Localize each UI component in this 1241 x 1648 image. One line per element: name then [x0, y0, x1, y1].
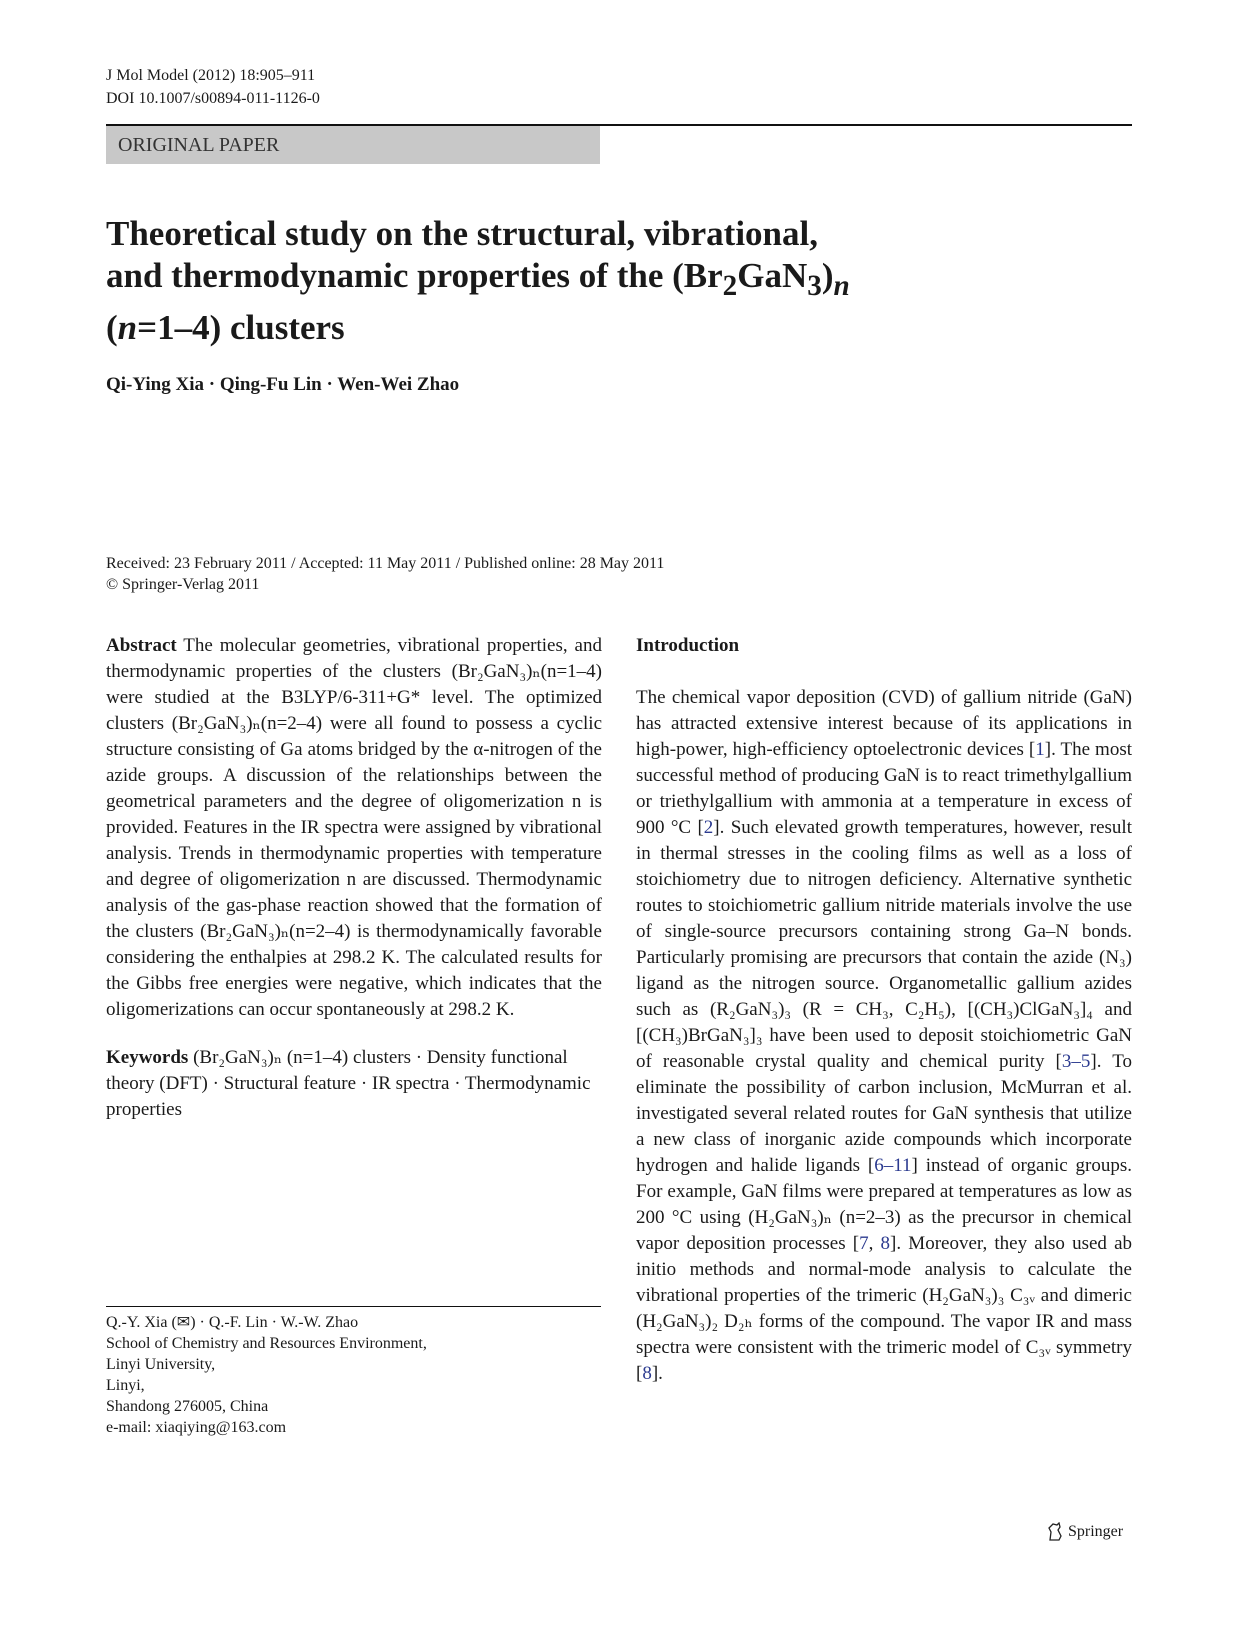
publisher-name: Springer [1068, 1523, 1124, 1540]
publication-dates [106, 553, 664, 595]
introduction-heading: Introduction [636, 635, 740, 656]
journal-info [106, 64, 320, 110]
affiliation-school: School of Chemistry and Resources Environment, [106, 1335, 427, 1352]
affiliation-region: Shandong 276005, China [106, 1398, 269, 1415]
springer-horse-icon [1046, 1522, 1064, 1542]
keywords [106, 1045, 602, 1123]
copyright-line: © Springer-Verlag 2011 [106, 576, 260, 593]
affiliation-rule [106, 1306, 601, 1307]
intro-text: The chemical vapor deposition (CVD) of gallium nitride (GaN) has attracted extensive interest because of its applications in high-power, high-efficiency optoelectronic devices [ [636, 687, 1132, 760]
citation-link[interactable]: 3–5 [1061, 1051, 1091, 1072]
citation-link[interactable]: 1 [1035, 739, 1045, 760]
publisher-mark [1046, 1522, 1123, 1542]
intro-text: ] instead of organic groups. For example, GaN films were prepared at temperatures as low as 200 °C using (H₂GaN₃)ₙ (n=2–3) as the precursor in chemical vapor deposition processes [ [636, 1155, 1132, 1254]
affiliation-city: Linyi, [106, 1377, 145, 1394]
intro-text: , [868, 1233, 881, 1254]
citation-link[interactable]: 8 [642, 1363, 652, 1384]
abstract-label: Abstract [106, 635, 177, 656]
citation-link[interactable]: 8 [880, 1233, 891, 1254]
affiliation-email[interactable]: e-mail: xiaqiying@163.com [106, 1419, 287, 1436]
right-column [636, 633, 1132, 1387]
citation-link[interactable]: 6–11 [874, 1155, 912, 1176]
abstract [106, 633, 602, 1023]
dates-line: Received: 23 February 2011 / Accepted: 11 May 2011 / Published online: 28 May 2011 [106, 555, 665, 572]
title-line-1: Theoretical study on the structural, vibrational, [106, 214, 818, 253]
title-sub: 2 [722, 270, 738, 302]
journal-citation: J Mol Model (2012) 18:905–911 [106, 67, 316, 84]
title-text: GaN [737, 256, 808, 295]
paper-title [106, 213, 1006, 349]
title-text: ) [821, 256, 834, 295]
intro-text: ]. The most successful method of producing GaN is to react trimethylgallium or triethylgallium with ammonia at a temperature in excess of 900 °C [ [636, 739, 1132, 838]
title-line-2 [106, 255, 1006, 307]
intro-text: ]. Moreover, they also used ab initio methods and normal-mode analysis to calculate the vibrational properties of the trimeric (H₂GaN₃)₃ C₃ᵥ and dimeric (H₂GaN₃)₂ D₂ₕ forms of the compound. The vapor IR and mass spectra were consistent with the trimeric model of C₃ᵥ symmetry [ [636, 1233, 1133, 1384]
title-text: n [117, 308, 138, 347]
citation-link[interactable]: 7 [859, 1233, 869, 1254]
intro-text: ]. [651, 1363, 663, 1384]
affiliation-block [106, 1312, 427, 1438]
affiliation-names: Q.-Y. Xia (✉) · Q.-F. Lin · W.-W. Zhao [106, 1314, 359, 1331]
introduction-text [636, 685, 1132, 1387]
left-column [106, 633, 602, 1123]
title-text: ( [106, 308, 118, 347]
affiliation-university: Linyi University, [106, 1356, 216, 1373]
intro-text: ]. Such elevated growth temperatures, however, result in thermal stresses in the cooling films as well as a loss of stoichiometry due to nitrogen deficiency. Alternative synthetic routes to stoichiometric gallium nitride materials involve the use of single-source precursors containing strong Ga–N bonds. Particularly promising are precursors that contain the azide (N₃) ligand as the nitrogen source. Organometallic gallium azides such as (R₂GaN₃)₃ (R = CH₃, C₂H₅), [(CH₃)ClGaN₃]₄ and [(CH₃)BrGaN₃]₃ have been used to deposit stoichiometric GaN of reasonable crystal quality and chemical purity [ [636, 817, 1132, 1072]
title-text: =1–4) clusters [137, 308, 345, 347]
keywords-label: Keywords [106, 1047, 189, 1068]
intro-text: ]. To eliminate the possibility of carbon inclusion, McMurran et al. investigated several related routes for GaN synthesis that utilize a new class of inorganic azide compounds which incorporate hydrogen and halide ligands [ [636, 1051, 1132, 1176]
keywords-text: (Br₂GaN₃)ₙ (n=1–4) clusters · Density functional theory (DFT) · Structural feature · IR spectra · Thermodynamic properties [106, 1047, 591, 1120]
abstract-text: The molecular geometries, vibrational properties, and thermodynamic properties of the clusters (Br₂GaN₃)ₙ(n=1–4) were studied at the B3LYP/6-311+G* level. The optimized clusters (Br₂GaN₃)ₙ(n=2–4) were all found to possess a cyclic structure consisting of Ga atoms bridged by the α-nitrogen of the azide groups. A discussion of the relationships between the geometrical parameters and the degree of oligomerization n is provided. Features in the IR spectra were assigned by vibrational analysis. Trends in thermodynamic properties with temperature and degree of oligomerization n are discussed. Thermodynamic analysis of the gas-phase reaction showed that the formation of the clusters (Br₂GaN₃)ₙ(n=2–4) is thermodynamically favorable considering the enthalpies at 298.2 K. The calculated results for the Gibbs free energies were negative, which indicates that the oligomerizations can occur spontaneously at 298.2 K. [106, 635, 602, 1020]
citation-link[interactable]: 2 [703, 817, 714, 838]
author-list: Qi-Ying Xia · Qing-Fu Lin · Wen-Wei Zhao [106, 374, 460, 395]
title-sub: 3 [807, 270, 822, 302]
journal-doi: DOI 10.1007/s00894-011-1126-0 [106, 90, 320, 107]
title-line-3 [106, 307, 1006, 349]
title-text: and thermodynamic properties of the (Br [106, 256, 723, 295]
title-sub: n [833, 270, 850, 302]
section-banner: ORIGINAL PAPER [106, 126, 600, 164]
